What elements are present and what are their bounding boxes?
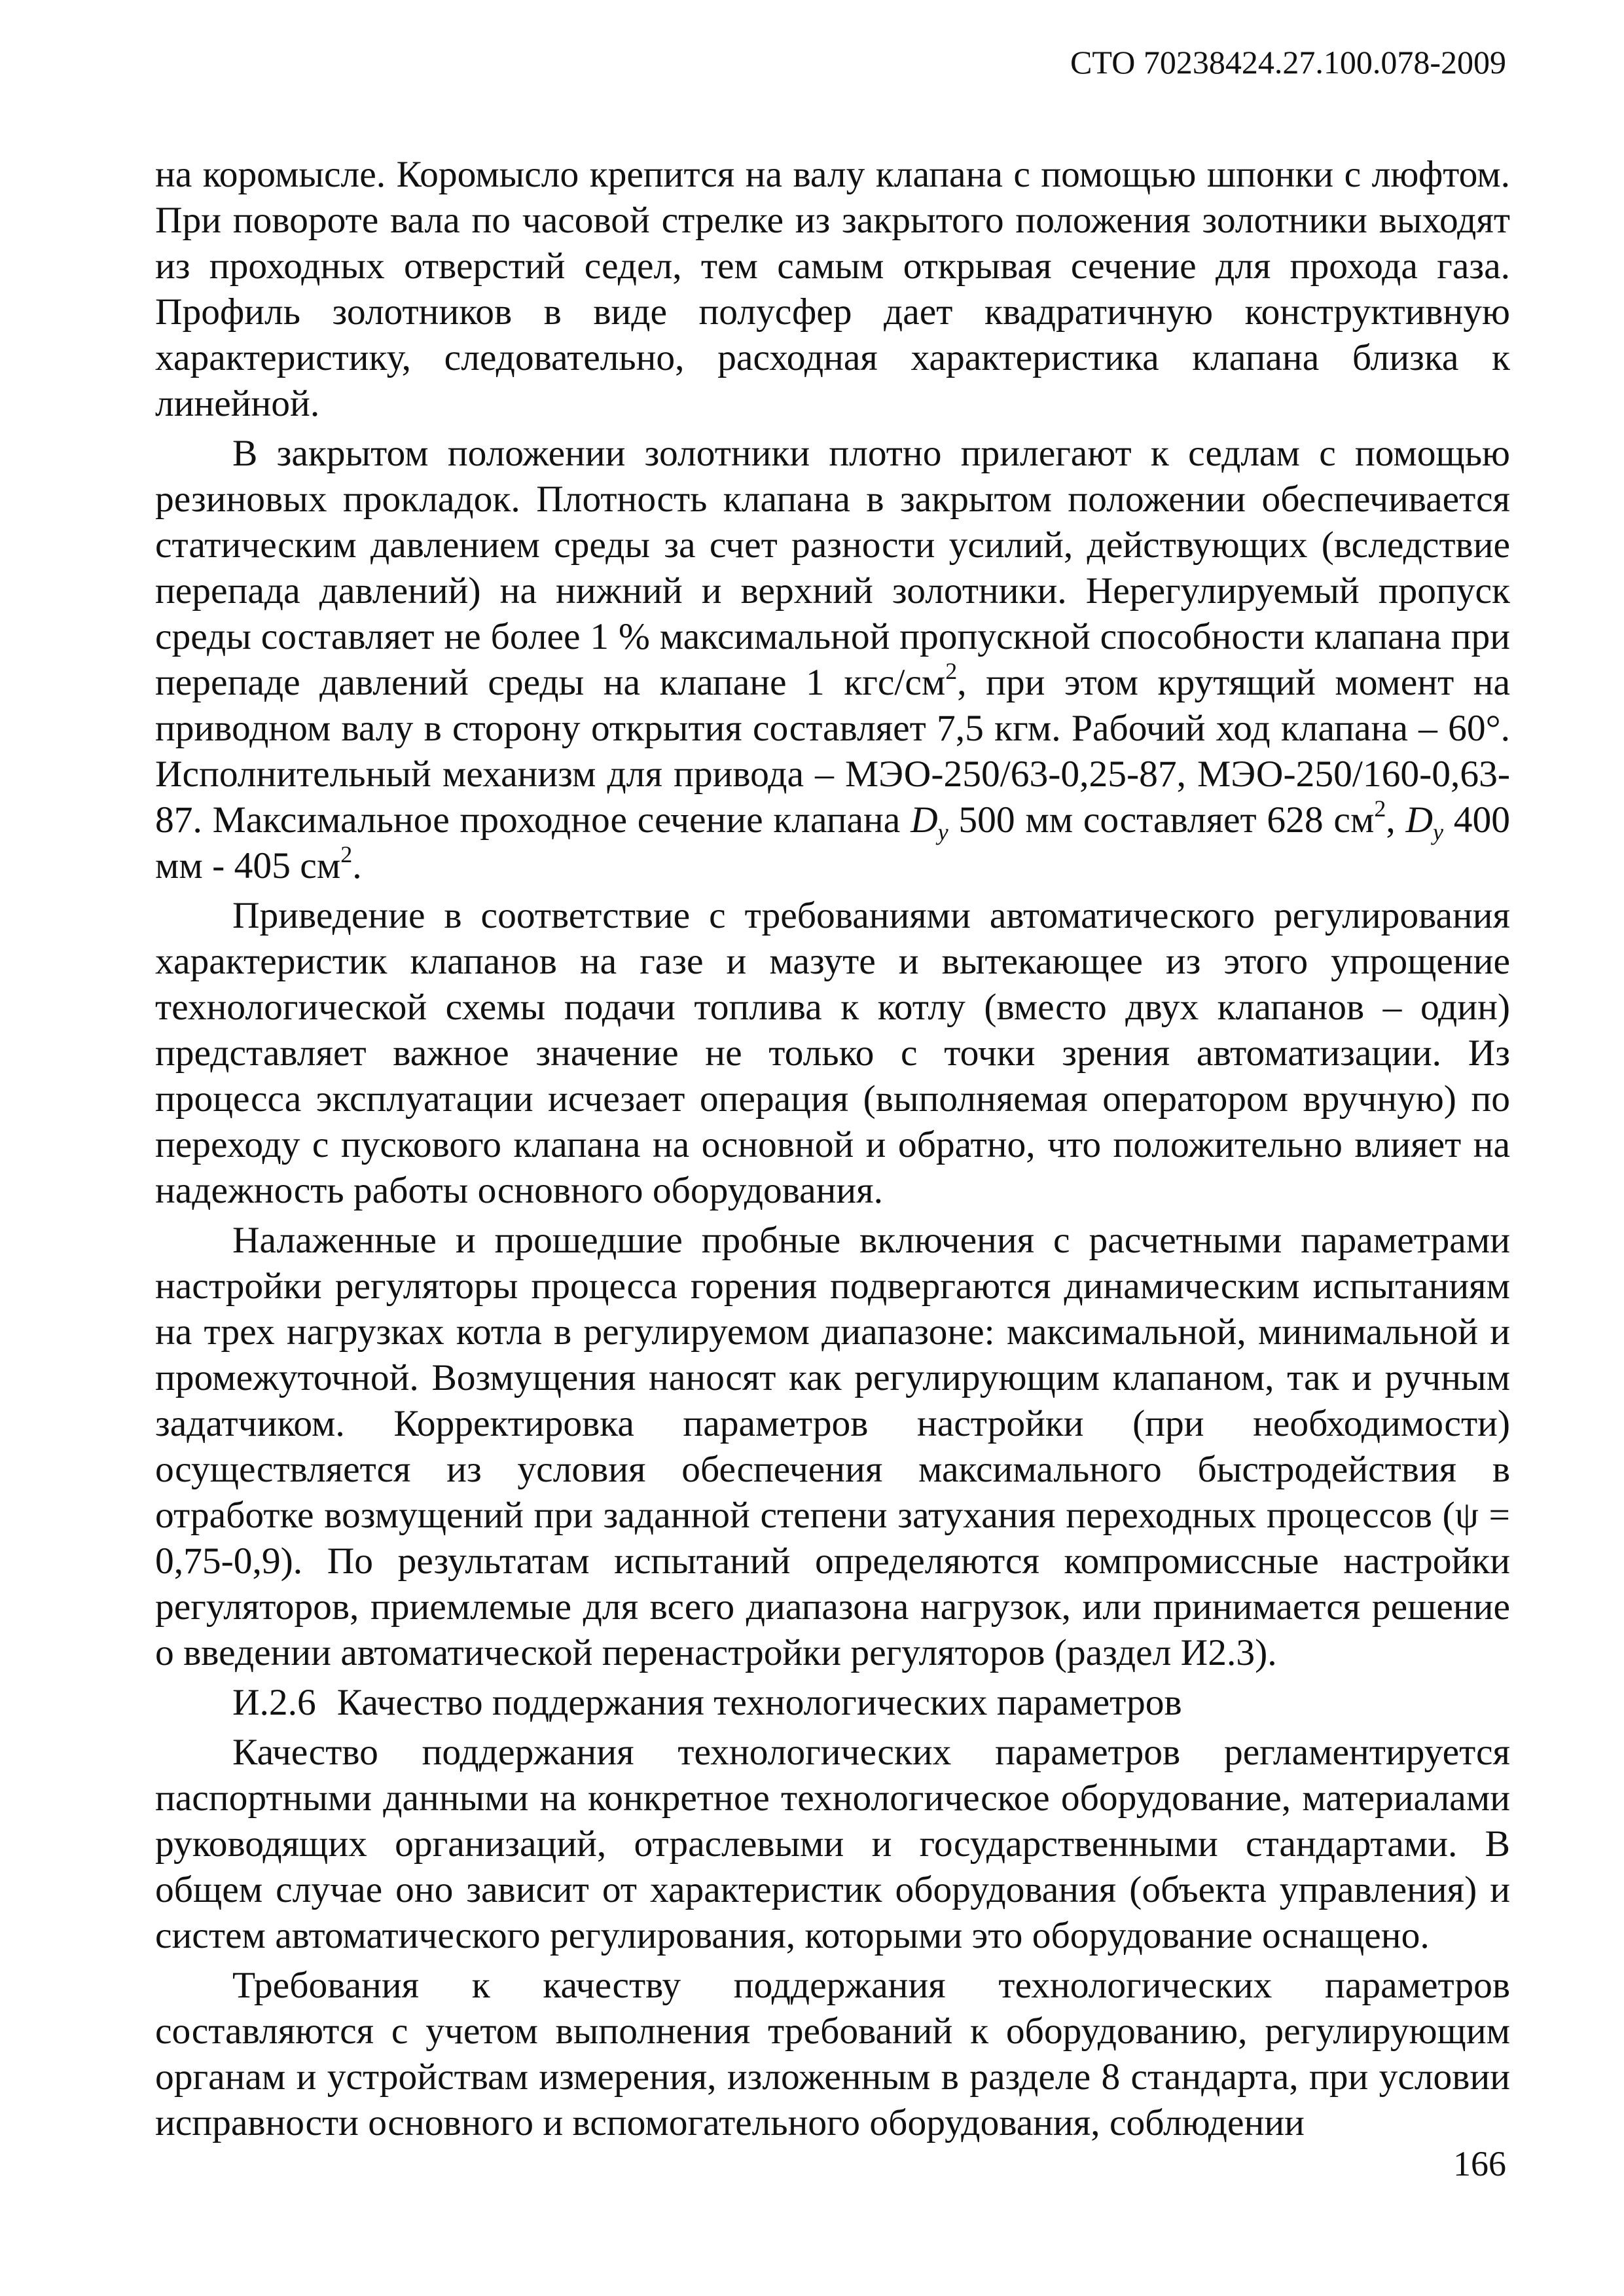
paragraph-quality-regulation: Качество поддержания технологических параметров регламентируется паспортными данными на конкретное технологическое оборудование, материалами руководящих организаций, отраслевыми и государственными стандартами. В общем случае оно зависит от характеристик оборудования (объекта управления) и систем автоматического регулирования, которыми это оборудование оснащено. — [155, 1732, 1510, 1956]
paragraph-text: В закрытом положении золотники плотно прилегают к седлам с помощью резиновых прокладок. Плотность клапана в закрытом положении обеспечивается статическим давлением среды за счет разности усилий, действующих (вследствие перепада давлений) на нижний и верхний золотники. Нерегулируемый пропуск среды составляет не более 1 % максимальной пропускной способности клапана при перепаде давлений среды на клапане 1 кгс/см — [155, 433, 1510, 703]
nominal-diameter-symbol: D — [911, 799, 938, 841]
page-number: 166 — [1453, 2144, 1506, 2183]
paragraph-closed-position — [155, 431, 1510, 889]
paragraph-text: , при этом крутящий момент на приводном валу в сторону открытия составляет 7,5 кгм. Рабочий ход клапана – 60°. Исполнительный механизм для привода – МЭО-250/63-0,25-87, МЭО-250/160-0,63-87. Максимальное проходное сечение клапана — [155, 662, 1511, 841]
paragraph-rocker-arm: на коромысле. Коромысло крепится на валу клапана с помощью шпонки с люфтом. При повороте вала по часовой стрелке из закрытого положения золотники выходят из проходных отверстий седел, тем самым открывая сечение для прохода газа. Профиль золотников в виде полусфер дает квадратичную конструктивную характеристику, следовательно, расходная характеристика клапана близка к линейной. — [155, 154, 1510, 424]
superscript: 2 — [945, 658, 958, 684]
superscript: 2 — [1374, 795, 1386, 822]
section-heading — [155, 1680, 1510, 1726]
nominal-diameter-symbol: D — [1405, 799, 1434, 841]
paragraph-dynamic-tests: Налаженные и прошедшие пробные включения с расчетными параметрами настройки регуляторы процесса горения подвергаются динамическим испытаниям на трех нагрузках котла в регулируемом диапазоне: максимальной, минимальной и промежуточной. Возмущения наносят как регулирующим клапаном, так и ручным задатчиком. Корректировка параметров настройки (при необходимости) осуществляется из условия обеспечения максимального быстродействия в отработке возмущений при заданной степени затухания переходных процессов (ψ = 0,75-0,9). По результатам испытаний определяются компромиссные настройки регуляторов, приемлемые для всего диапазона нагрузок, или принимается решение о введении автоматической перенастройки регуляторов (раздел И2.3). — [155, 1220, 1510, 1673]
document-body — [155, 152, 1510, 2146]
document-code-header: СТО 70238424.27.100.078-2009 — [1070, 44, 1506, 81]
paragraph-text: 500 мм составляет 628 см — [948, 799, 1375, 841]
subscript: y — [1433, 819, 1443, 845]
section-number: И.2.6 — [232, 1682, 316, 1723]
subscript: y — [937, 819, 948, 845]
paragraph-quality-requirements: Требования к качеству поддержания технологических параметров составляются с учетом выполнения требований к оборудованию, регулирующим органам и устройствам измерения, изложенным в разделе 8 стандарта, при условии исправности основного и вспомогательного оборудования, соблюдении — [155, 1965, 1510, 2143]
superscript: 2 — [340, 841, 353, 867]
paragraph-text: 400 мм - 405 см — [155, 799, 1511, 886]
paragraph-text: , — [1386, 799, 1406, 841]
paragraph-valve-alignment: Приведение в соответствие с требованиями автоматического регулирования характеристик клапанов на газе и мазуте и вытекающее из этого упрощение технологической схемы подачи топлива к котлу (вместо двух клапанов – один) представляет важное значение не только с точки зрения автоматизации. Из процесса эксплуатации исчезает операция (выполняемая оператором вручную) по переходу с пускового клапана на основной и обратно, что положительно влияет на надежность работы основного оборудования. — [155, 895, 1510, 1211]
paragraph-text: . — [352, 845, 362, 886]
section-title: Качество поддержания технологических параметров — [336, 1682, 1182, 1723]
